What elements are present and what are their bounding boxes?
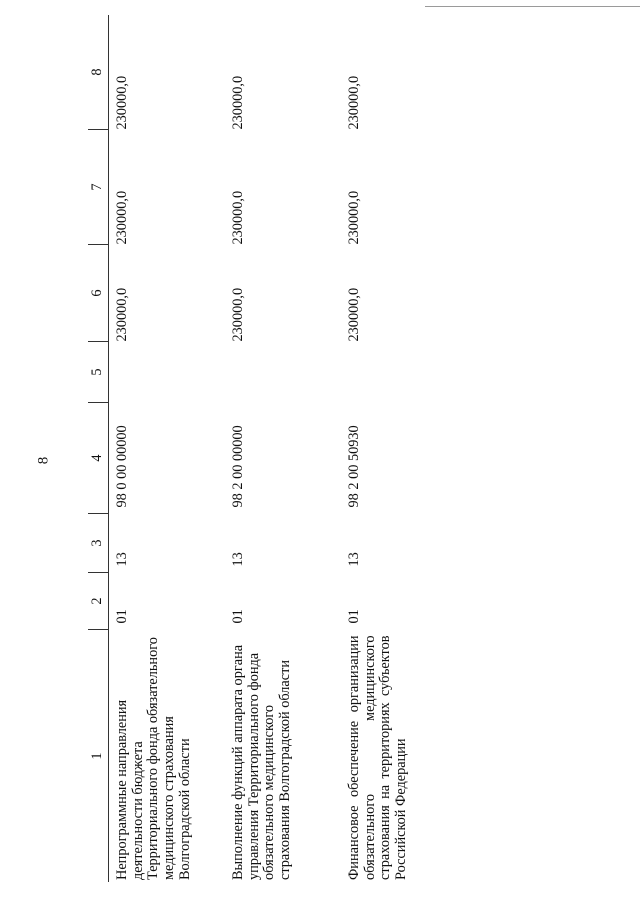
- table-row: [225, 15, 341, 882]
- row-amount-1: 230000,0: [230, 287, 246, 342]
- row-amount-2: 230000,0: [114, 190, 130, 245]
- column-header-4: 4: [88, 403, 109, 514]
- row-target-article: 98 0 00 00000: [114, 425, 130, 508]
- row-amount-3: 230000,0: [230, 75, 246, 130]
- column-header-6: 6: [88, 245, 109, 342]
- row-subsection-code: 13: [114, 552, 130, 567]
- column-header-2: 2: [88, 573, 109, 630]
- row-subsection-code: 13: [230, 552, 246, 567]
- column-header-5: 5: [88, 342, 109, 403]
- row-section-code: 01: [114, 609, 130, 624]
- column-header-7: 7: [88, 130, 109, 245]
- budget-table: [88, 15, 457, 882]
- row-amount-2: 230000,0: [230, 190, 246, 245]
- row-name: Выполнение функций аппарата органа управления Территориального фонда обязательного медицинского страхования Волгоградской области: [230, 644, 294, 880]
- row-section-code: 01: [230, 609, 246, 624]
- rotated-budget-table-sheet: [88, 22, 608, 882]
- row-name: Непрограммные направления деятельности бюджета Территориального фонда обязательного медицинского страхования Волгоградской области: [114, 637, 193, 880]
- row-target-article: 98 2 00 50930: [346, 425, 362, 508]
- column-header-1: 1: [88, 630, 109, 883]
- row-target-article: 98 2 00 00000: [230, 425, 246, 508]
- table-row: [109, 15, 226, 882]
- row-name: Финансовое обеспечение организации обязательного медицинского страхования на территориях субъектов Российской Федерации: [346, 635, 410, 880]
- row-amount-3: 230000,0: [114, 75, 130, 130]
- column-header-3: 3: [88, 514, 109, 573]
- column-number-row: [88, 15, 109, 882]
- row-amount-2: 230000,0: [346, 190, 362, 245]
- top-rule: [425, 6, 640, 7]
- table-row: [341, 15, 457, 882]
- row-amount-1: 230000,0: [114, 287, 130, 342]
- row-subsection-code: 13: [346, 552, 362, 567]
- page-number: 8: [35, 456, 52, 465]
- row-amount-3: 230000,0: [346, 75, 362, 130]
- row-section-code: 01: [346, 609, 362, 624]
- column-header-8: 8: [88, 15, 109, 130]
- row-expense-type: [109, 342, 226, 403]
- row-expense-type: [225, 342, 341, 403]
- row-amount-1: 230000,0: [346, 287, 362, 342]
- row-expense-type: [341, 342, 457, 403]
